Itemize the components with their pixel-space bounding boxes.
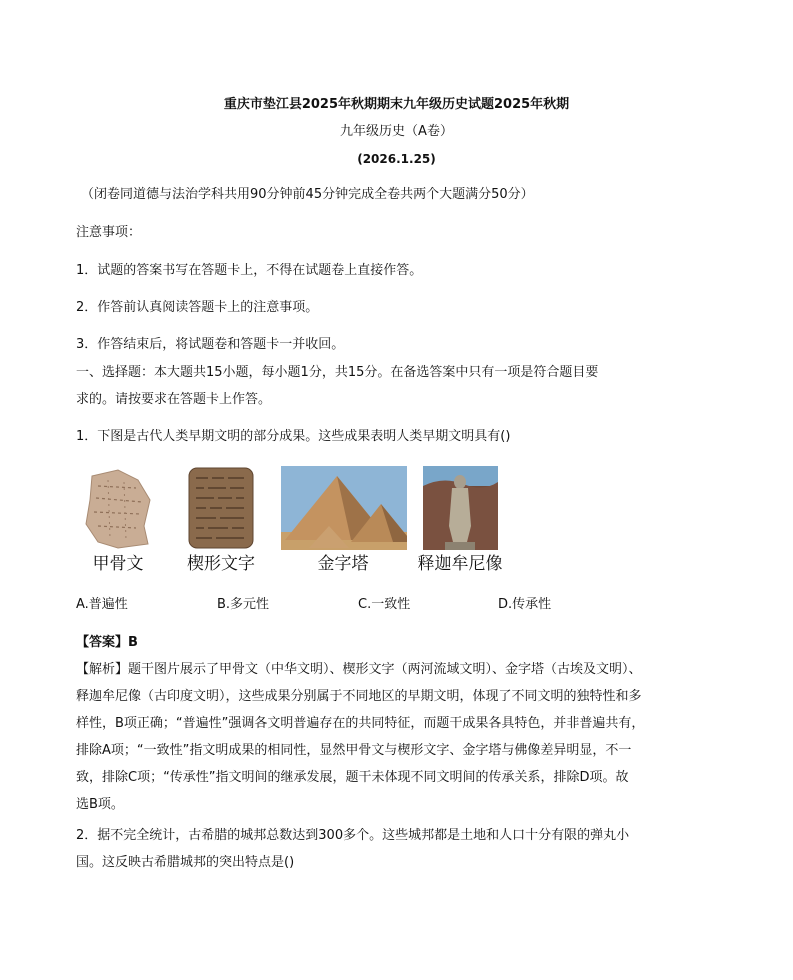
option-c: C.一致性	[358, 597, 411, 612]
exam-date: (2026.1.25)	[357, 152, 436, 166]
notice-item: 3．作答结束后，将试题卷和答题卡一并收回。	[76, 337, 345, 352]
exam-note: （闭卷同道德与法治学科共用90分钟前45分钟完成全卷共两个大题满分50分）	[81, 187, 534, 202]
question-1-stem: 1．下图是古代人类早期文明的部分成果。这些成果表明人类早期文明具有()	[76, 429, 511, 444]
question-2-stem: 2．据不完全统计，古希腊的城邦总数达到300多个。这些城邦都是土地和人口十分有限的弹丸小	[76, 828, 630, 843]
analysis-line: 释迦牟尼像（古印度文明），这些成果分别属于不同地区的早期文明，体现了不同文明的独特性和多	[76, 689, 642, 704]
analysis-line: 【解析】题干图片展示了甲骨文（中华文明）、楔形文字（两河流域文明）、金字塔（古埃及文明）、	[76, 662, 642, 677]
pyramids-image	[281, 466, 407, 550]
option-d: D.传承性	[498, 597, 552, 612]
notice-item: 2．作答前认真阅读答题卡上的注意事项。	[76, 300, 319, 315]
notice-heading: 注意事项：	[76, 225, 142, 240]
image-caption: 楔形文字	[187, 554, 255, 574]
analysis-line: 排除A项；“一致性”指文明成果的相同性，显然甲骨文与楔形文字、金字塔与佛像差异明显，不一	[76, 743, 632, 758]
option-b: B.多元性	[217, 597, 270, 612]
analysis-line: 选B项。	[76, 797, 124, 812]
question-2-stem-cont: 国。这反映古希腊城邦的突出特点是()	[76, 855, 295, 870]
image-caption: 释迦牟尼像	[417, 554, 503, 574]
exam-title: 重庆市垫江县2025年秋期期末九年级历史试题2025年秋期	[223, 97, 570, 112]
image-caption: 甲骨文	[92, 554, 144, 574]
image-caption: 金字塔	[317, 554, 369, 574]
notice-item: 1．试题的答案书写在答题卡上，不得在试题卷上直接作答。	[76, 263, 423, 278]
exam-subtitle: 九年级历史（A卷）	[340, 124, 453, 139]
answer: 【答案】B	[76, 635, 138, 650]
cuneiform-tablet-image	[186, 466, 256, 550]
option-a: A.普遍性	[76, 597, 128, 612]
oracle-bone-image	[78, 466, 158, 550]
analysis-line: 致，排除C项；“传承性”指文明间的继承发展，题干未体现不同文明间的传承关系，排除D项。故	[76, 770, 629, 785]
analysis-line: 样性，B项正确；“普遍性”强调各文明普遍存在的共同特征，而题干成果各具特色，并非普遍共有，	[76, 716, 645, 731]
buddha-statue-image	[423, 466, 498, 550]
section-heading-cont: 求的。请按要求在答题卡上作答。	[76, 392, 272, 407]
section-heading: 一、选择题：本大题共15小题，每小题1分，共15分。在备选答案中只有一项是符合题目要	[76, 365, 599, 380]
